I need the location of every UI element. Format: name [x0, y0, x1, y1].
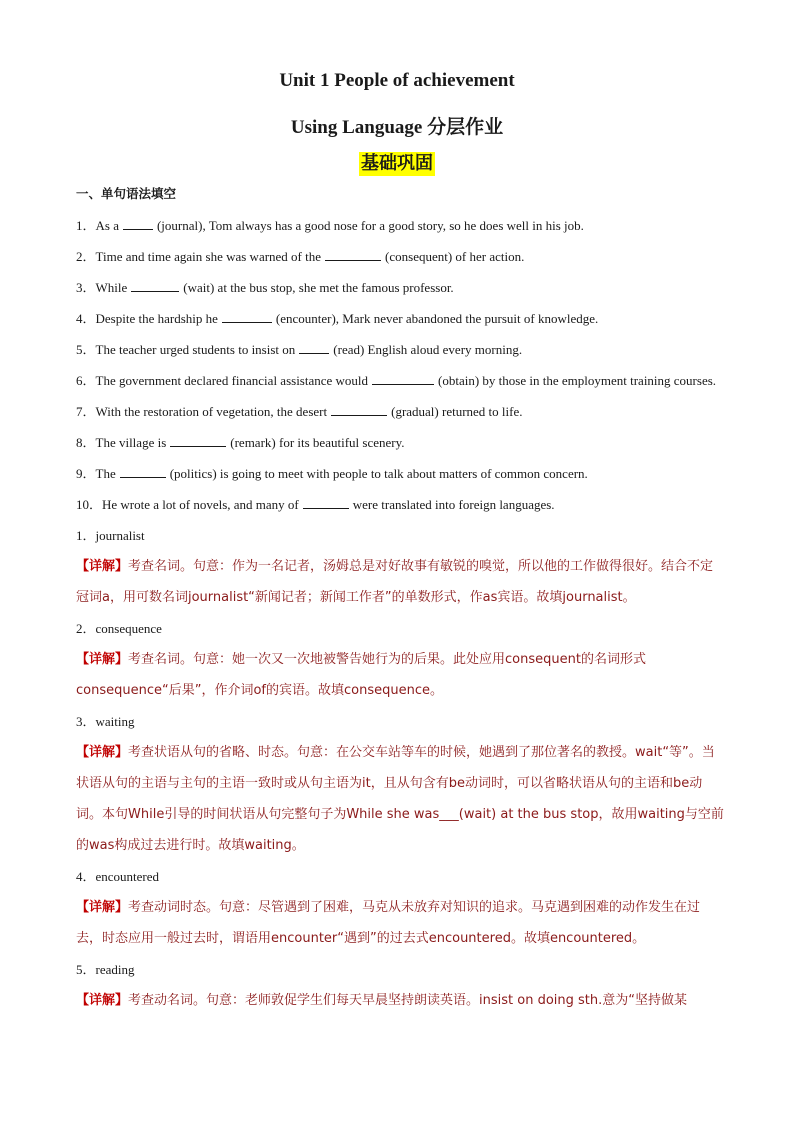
question-text-after: (encounter), Mark never abandoned the pursuit of knowledge. [275, 311, 599, 326]
explanation-tag: 【详解】 [76, 652, 129, 667]
answer-explanation [76, 644, 724, 706]
question-text-after: (obtain) by those in the employment training courses. [438, 373, 717, 388]
question-item [76, 489, 724, 520]
explanation-tag: 【详解】 [76, 745, 129, 760]
question-item [76, 272, 724, 303]
question-item [76, 427, 724, 458]
answer-key: 1．journalist [76, 528, 145, 543]
question-text-after: (remark) for its beautiful scenery. [230, 435, 405, 450]
question-text-before: 9．The [76, 466, 116, 481]
question-text-after: (journal), Tom always has a good nose for a good story, so he does well in his job. [156, 218, 584, 233]
explanation-text: 考查名词。句意：她一次又一次地被警告她行为的后果。此处应用consequent的名词形式consequence“后果”，作介词of的宾语。故填consequence。 [76, 652, 646, 698]
document-subtitle: Using Language 分层作业 [290, 117, 504, 138]
answer-blank [170, 434, 226, 447]
question-item [76, 365, 724, 396]
question-text-after: were translated into foreign languages. [352, 497, 555, 512]
question-text-before: 4．Despite the hardship he [76, 311, 218, 326]
explanation-text: 考查状语从句的省略、时态。句意：在公交车站等车的时候，她遇到了那位著名的教授。wait“等”。当状语从句的主语与主句的主语一致时或从句主语为it，且从句含有be动词时，可以省略状语从句的主语和be动词。本句While引导的时间状语从句完整句子为While she was___(wait) at the bus stop，故用waiting与空前的was构成过去进行时。故填waiting。 [76, 745, 724, 853]
explanation-tag: 【详解】 [76, 900, 129, 915]
question-text-before: 10．He wrote a lot of novels, and many of [76, 497, 299, 512]
question-text-after: (consequent) of her action. [385, 249, 525, 264]
question-item [76, 303, 724, 334]
explanation-text: 考查动名词。句意：老师敦促学生们每天早晨坚持朗读英语。insist on doing sth.意为“坚持做某 [128, 993, 687, 1008]
question-text-before: 7．With the restoration of vegetation, the desert [76, 404, 328, 419]
answer-blank [131, 279, 179, 292]
answer-blank [120, 465, 166, 478]
answer-explanation [76, 551, 724, 613]
answer-blank [123, 217, 153, 230]
explanation-tag: 【详解】 [76, 559, 129, 574]
question-item [76, 210, 724, 241]
answer-key: 5．reading [76, 962, 135, 977]
answer-explanation [76, 985, 724, 1016]
document-title: Unit 1 People of achievement [279, 70, 515, 91]
answer-blank [372, 372, 434, 385]
question-text-before: 8．The village is [76, 435, 167, 450]
level-heading: 基础巩固 [361, 153, 433, 174]
answer-key: 2．consequence [76, 621, 162, 636]
explanation-text: 考查名词。句意：作为一名记者，汤姆总是对好故事有敏锐的嗅觉，所以他的工作做得很好。结合不定冠词a，用可数名词journalist“新闻记者；新闻工作者”的单数形式，作as宾语。故填journalist。 [76, 559, 714, 605]
question-text-after: (politics) is going to meet with people to talk about matters of common concern. [169, 466, 588, 481]
answer-blank [325, 248, 381, 261]
answer-explanation [76, 892, 724, 954]
question-text-before: 6．The government declared financial assistance would [76, 373, 369, 388]
answer-blank [331, 403, 387, 416]
question-text-before: 3．While [76, 280, 128, 295]
answer-blank [303, 496, 349, 509]
answer-list [76, 520, 724, 1016]
section-heading: 一、单句语法填空 [76, 186, 177, 201]
question-text-after: (read) English aloud every morning. [333, 342, 523, 357]
question-item [76, 458, 724, 489]
explanation-text: 考查动词时态。句意：尽管遇到了困难，马克从未放弃对知识的追求。马克遇到困难的动作发生在过去，时态应用一般过去时，谓语用encounter“遇到”的过去式encountered。故填encountered。 [76, 900, 701, 946]
question-list [76, 210, 724, 520]
explanation-tag: 【详解】 [76, 993, 129, 1008]
answer-explanation [76, 737, 724, 861]
answer-key: 4．encountered [76, 869, 160, 884]
question-text-before: 2．Time and time again she was warned of the [76, 249, 322, 264]
answer-key: 3．waiting [76, 714, 135, 729]
question-item [76, 334, 724, 365]
question-item [76, 396, 724, 427]
answer-blank [222, 310, 272, 323]
document-body [76, 184, 724, 1016]
question-item [76, 241, 724, 272]
question-text-before: 5．The teacher urged students to insist on [76, 342, 296, 357]
question-text-after: (wait) at the bus stop, she met the famous professor. [183, 280, 454, 295]
question-text-after: (gradual) returned to life. [391, 404, 523, 419]
question-text-before: 1．As a [76, 218, 119, 233]
answer-blank [299, 341, 329, 354]
